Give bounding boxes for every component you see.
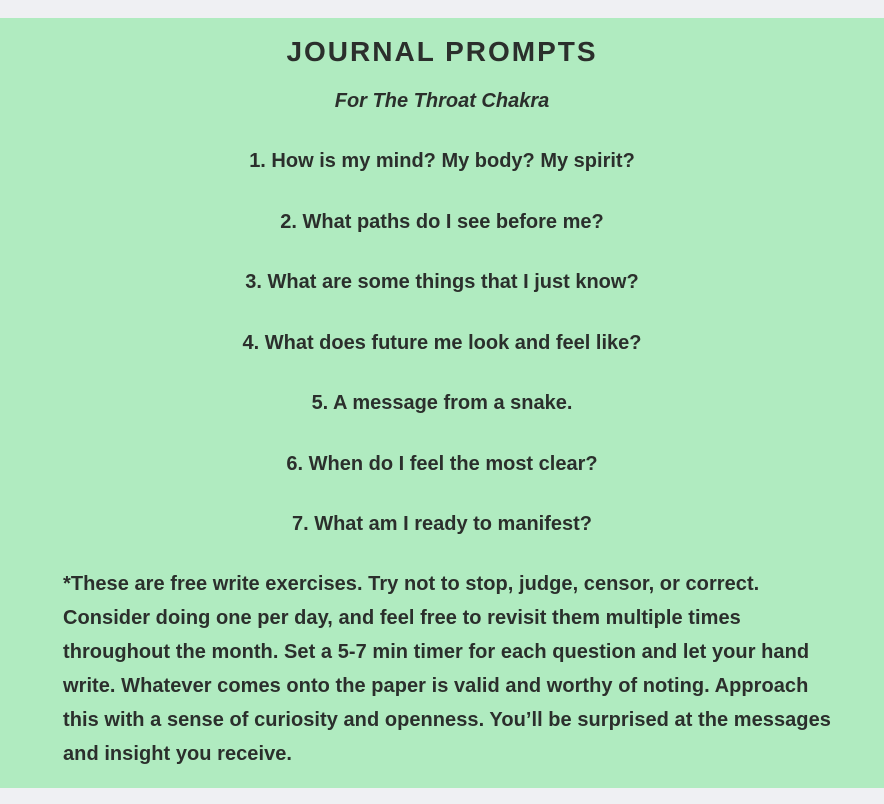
prompt-item-2: 2. What paths do I see before me?	[280, 210, 604, 233]
prompt-item-6: 6. When do I feel the most clear?	[286, 452, 598, 475]
prompt-item-4: 4. What does future me look and feel like?	[242, 331, 642, 354]
prompt-item-7: 7. What am I ready to manifest?	[291, 513, 593, 535]
prompt-item-1: 1. How is my mind? My body? My spirit?	[249, 150, 635, 172]
prompt-item-5: 5. A message from a snake.	[311, 392, 573, 414]
page-subtitle: For The Throat Chakra	[334, 90, 550, 112]
page-title: JOURNAL PROMPTS	[286, 36, 598, 67]
prompt-list	[0, 146, 884, 570]
prompt-item-3: 3. What are some things that I just know?	[245, 271, 639, 293]
journal-prompts-card	[0, 18, 884, 788]
page-background-strip	[0, 788, 884, 804]
instructions-note: *These are free write exercises. Try not to stop, judge, censor, or correct. Consider doing one per day, and feel free to revisit them multiple times throughout the month. Set a 5-7 min timer for each question and let your hand write. Whatever comes onto the paper is valid and worthy of noting. Approach this with a sense of curiosity and openness. You’ll be surprised at the messages and insight you receive.	[63, 573, 831, 765]
